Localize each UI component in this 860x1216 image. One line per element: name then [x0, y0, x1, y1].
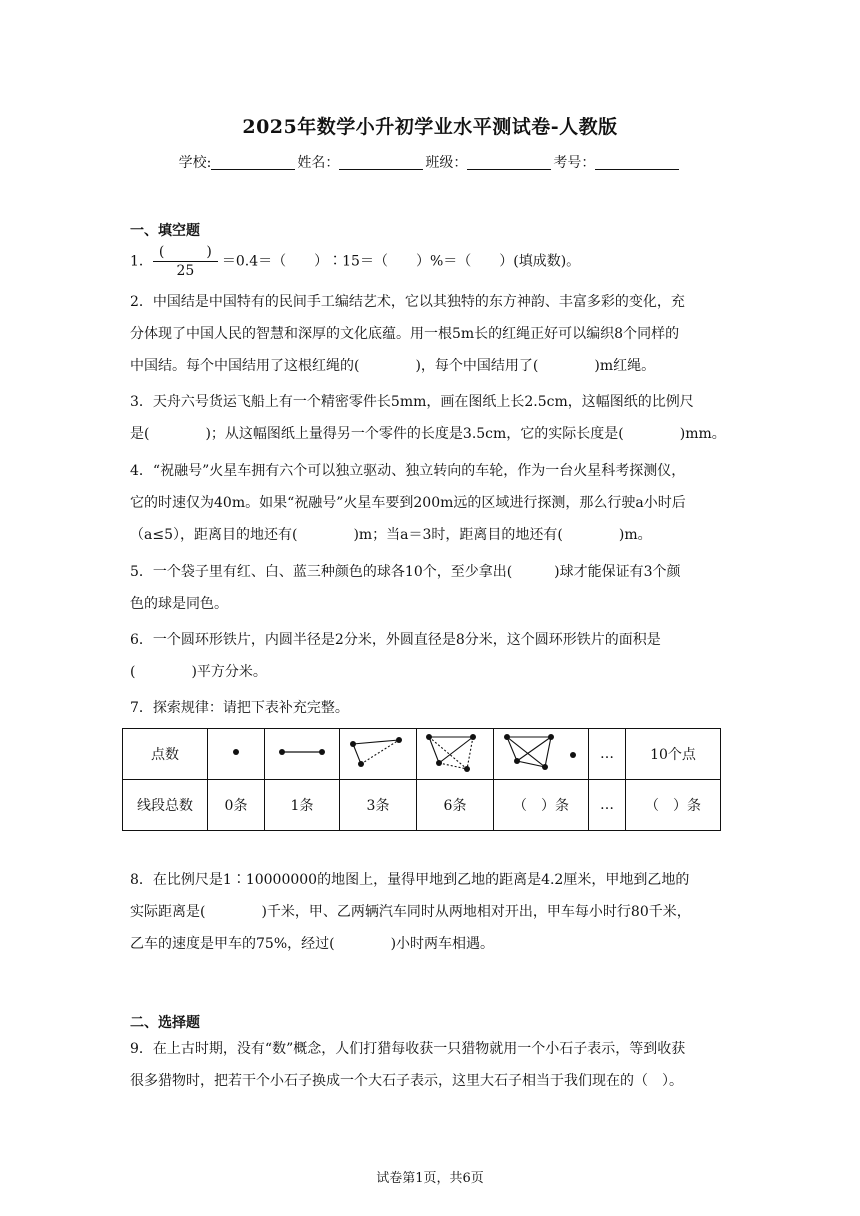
count-cell: 6条 — [417, 780, 494, 831]
page-title: 2025年数学小升初学业水平测试卷-人教版 — [242, 116, 618, 138]
q2-line: 中国结。每个中国结用了这根红绳的( )，每个中国结用了( )m红绳。 — [130, 358, 656, 374]
dots-2-cell — [265, 729, 340, 780]
page-footer: 试卷第1页，共6页 — [376, 1171, 484, 1186]
dots-4-cell — [417, 729, 494, 780]
question-1 — [130, 243, 730, 280]
two-dots-figure — [272, 737, 332, 767]
question-5 — [130, 556, 730, 620]
q3-line: 3．天舟六号货运飞船上有一个精密零件长5mm，画在图纸上长2.5cm，这幅图纸的比例尺 — [130, 394, 694, 410]
count-cell: 0条 — [208, 780, 265, 831]
school-label: 学校: — [178, 155, 212, 171]
q1-number: 1． — [130, 253, 153, 270]
question-7: 7．探索规律：请把下表补充完整。 — [130, 700, 349, 716]
section-heading-choice: 二、选择题 — [130, 1015, 200, 1031]
q9-line: 很多猎物时，把若干个小石子换成一个大石子表示，这里大石子相当于我们现在的（ ）。 — [130, 1073, 683, 1089]
dots-5-cell — [494, 729, 589, 780]
q4-line: 4．“祝融号”火星车拥有六个可以独立驱动、独立转向的车轮，作为一台火星科考探测仪， — [130, 463, 686, 479]
dots-3-cell — [340, 729, 417, 780]
q1-fraction-numerator: ( ) — [153, 243, 218, 262]
q4-line: 它的时速仅为40m。如果“祝融号”火星车要到200m远的区域进行探测，那么行驶a小时后 — [130, 495, 686, 511]
number-field[interactable] — [595, 155, 679, 170]
class-label: 班级： — [425, 155, 468, 171]
q8-line: 实际距离是( )千米，甲、乙两辆汽车同时从两地相对开出，甲车每小时行80千米， — [130, 904, 691, 920]
q1-fraction-denominator: 25 — [176, 263, 195, 279]
student-info-line — [0, 152, 860, 172]
q5-line: 色的球是同色。 — [130, 596, 228, 612]
q6-line: 6．一个圆环形铁片，内圆半径是2分米，外圆直径是8分米，这个圆环形铁片的面积是 — [130, 632, 661, 648]
count-cell: 1条 — [265, 780, 340, 831]
number-label: 考号： — [553, 155, 596, 171]
school-field[interactable] — [211, 155, 295, 170]
q8-line: 乙车的速度是甲车的75%，经过( )小时两车相遇。 — [130, 936, 495, 952]
count-cell: 3条 — [340, 780, 417, 831]
q9-line: 9．在上古时期，没有“数”概念，人们打猎每收获一只猎物就用一个小石子表示，等到收获 — [130, 1041, 686, 1057]
q3-line: 是( )；从这幅图纸上量得另一个零件的长度是3.5cm，它的实际长度是( )mm。 — [130, 426, 726, 442]
q2-line: 2．中国结是中国特有的民间手工编结艺术，它以其独特的东方神韵、丰富多彩的变化，充 — [130, 294, 685, 310]
question-8 — [130, 864, 730, 960]
class-field[interactable] — [467, 155, 551, 170]
q6-line: ( )平方分米。 — [130, 664, 267, 680]
name-field[interactable] — [339, 155, 423, 170]
ten-dots-cell: 10个点 — [626, 729, 721, 780]
name-label: 姓名： — [297, 155, 340, 171]
q1-text: ＝0.4＝（ ）∶15＝（ ）%＝（ ）(填成数)。 — [221, 253, 581, 270]
q8-line: 8．在比例尺是1∶10000000的地图上，量得甲地到乙地的距离是4.2厘米，甲地到乙地的 — [130, 872, 690, 888]
table-row — [123, 729, 721, 780]
ellipsis-cell: … — [589, 780, 626, 831]
question-4 — [130, 455, 730, 551]
q4-line: （a≤5），距离目的地还有( )m；当a＝3时，距离目的地还有( )m。 — [130, 527, 652, 543]
pattern-table — [122, 728, 721, 831]
table-row — [123, 780, 721, 831]
section-heading-fill: 一、填空题 — [130, 223, 200, 239]
three-dots-figure — [347, 732, 409, 772]
question-3 — [130, 386, 730, 450]
four-dots-figure — [423, 731, 487, 773]
question-2 — [130, 286, 730, 382]
q2-line: 分体现了中国人民的智慧和深厚的文化底蕴。用一根5m长的红绳正好可以编织8个同样的 — [130, 326, 680, 342]
table-header-cell: 线段总数 — [123, 780, 208, 831]
q1-fraction — [153, 243, 218, 280]
one-dot-figure — [216, 737, 256, 767]
ellipsis-cell: … — [589, 729, 626, 780]
five-dots-figure — [499, 731, 583, 773]
table-header-cell: 点数 — [123, 729, 208, 780]
dots-1-cell — [208, 729, 265, 780]
answer-cell[interactable]: （ ）条 — [494, 780, 589, 831]
question-9 — [130, 1033, 730, 1097]
answer-cell[interactable]: （ ）条 — [626, 780, 721, 831]
q5-line: 5．一个袋子里有红、白、蓝三种颜色的球各10个，至少拿出( )球才能保证有3个颜 — [130, 564, 681, 580]
question-6 — [130, 624, 730, 688]
